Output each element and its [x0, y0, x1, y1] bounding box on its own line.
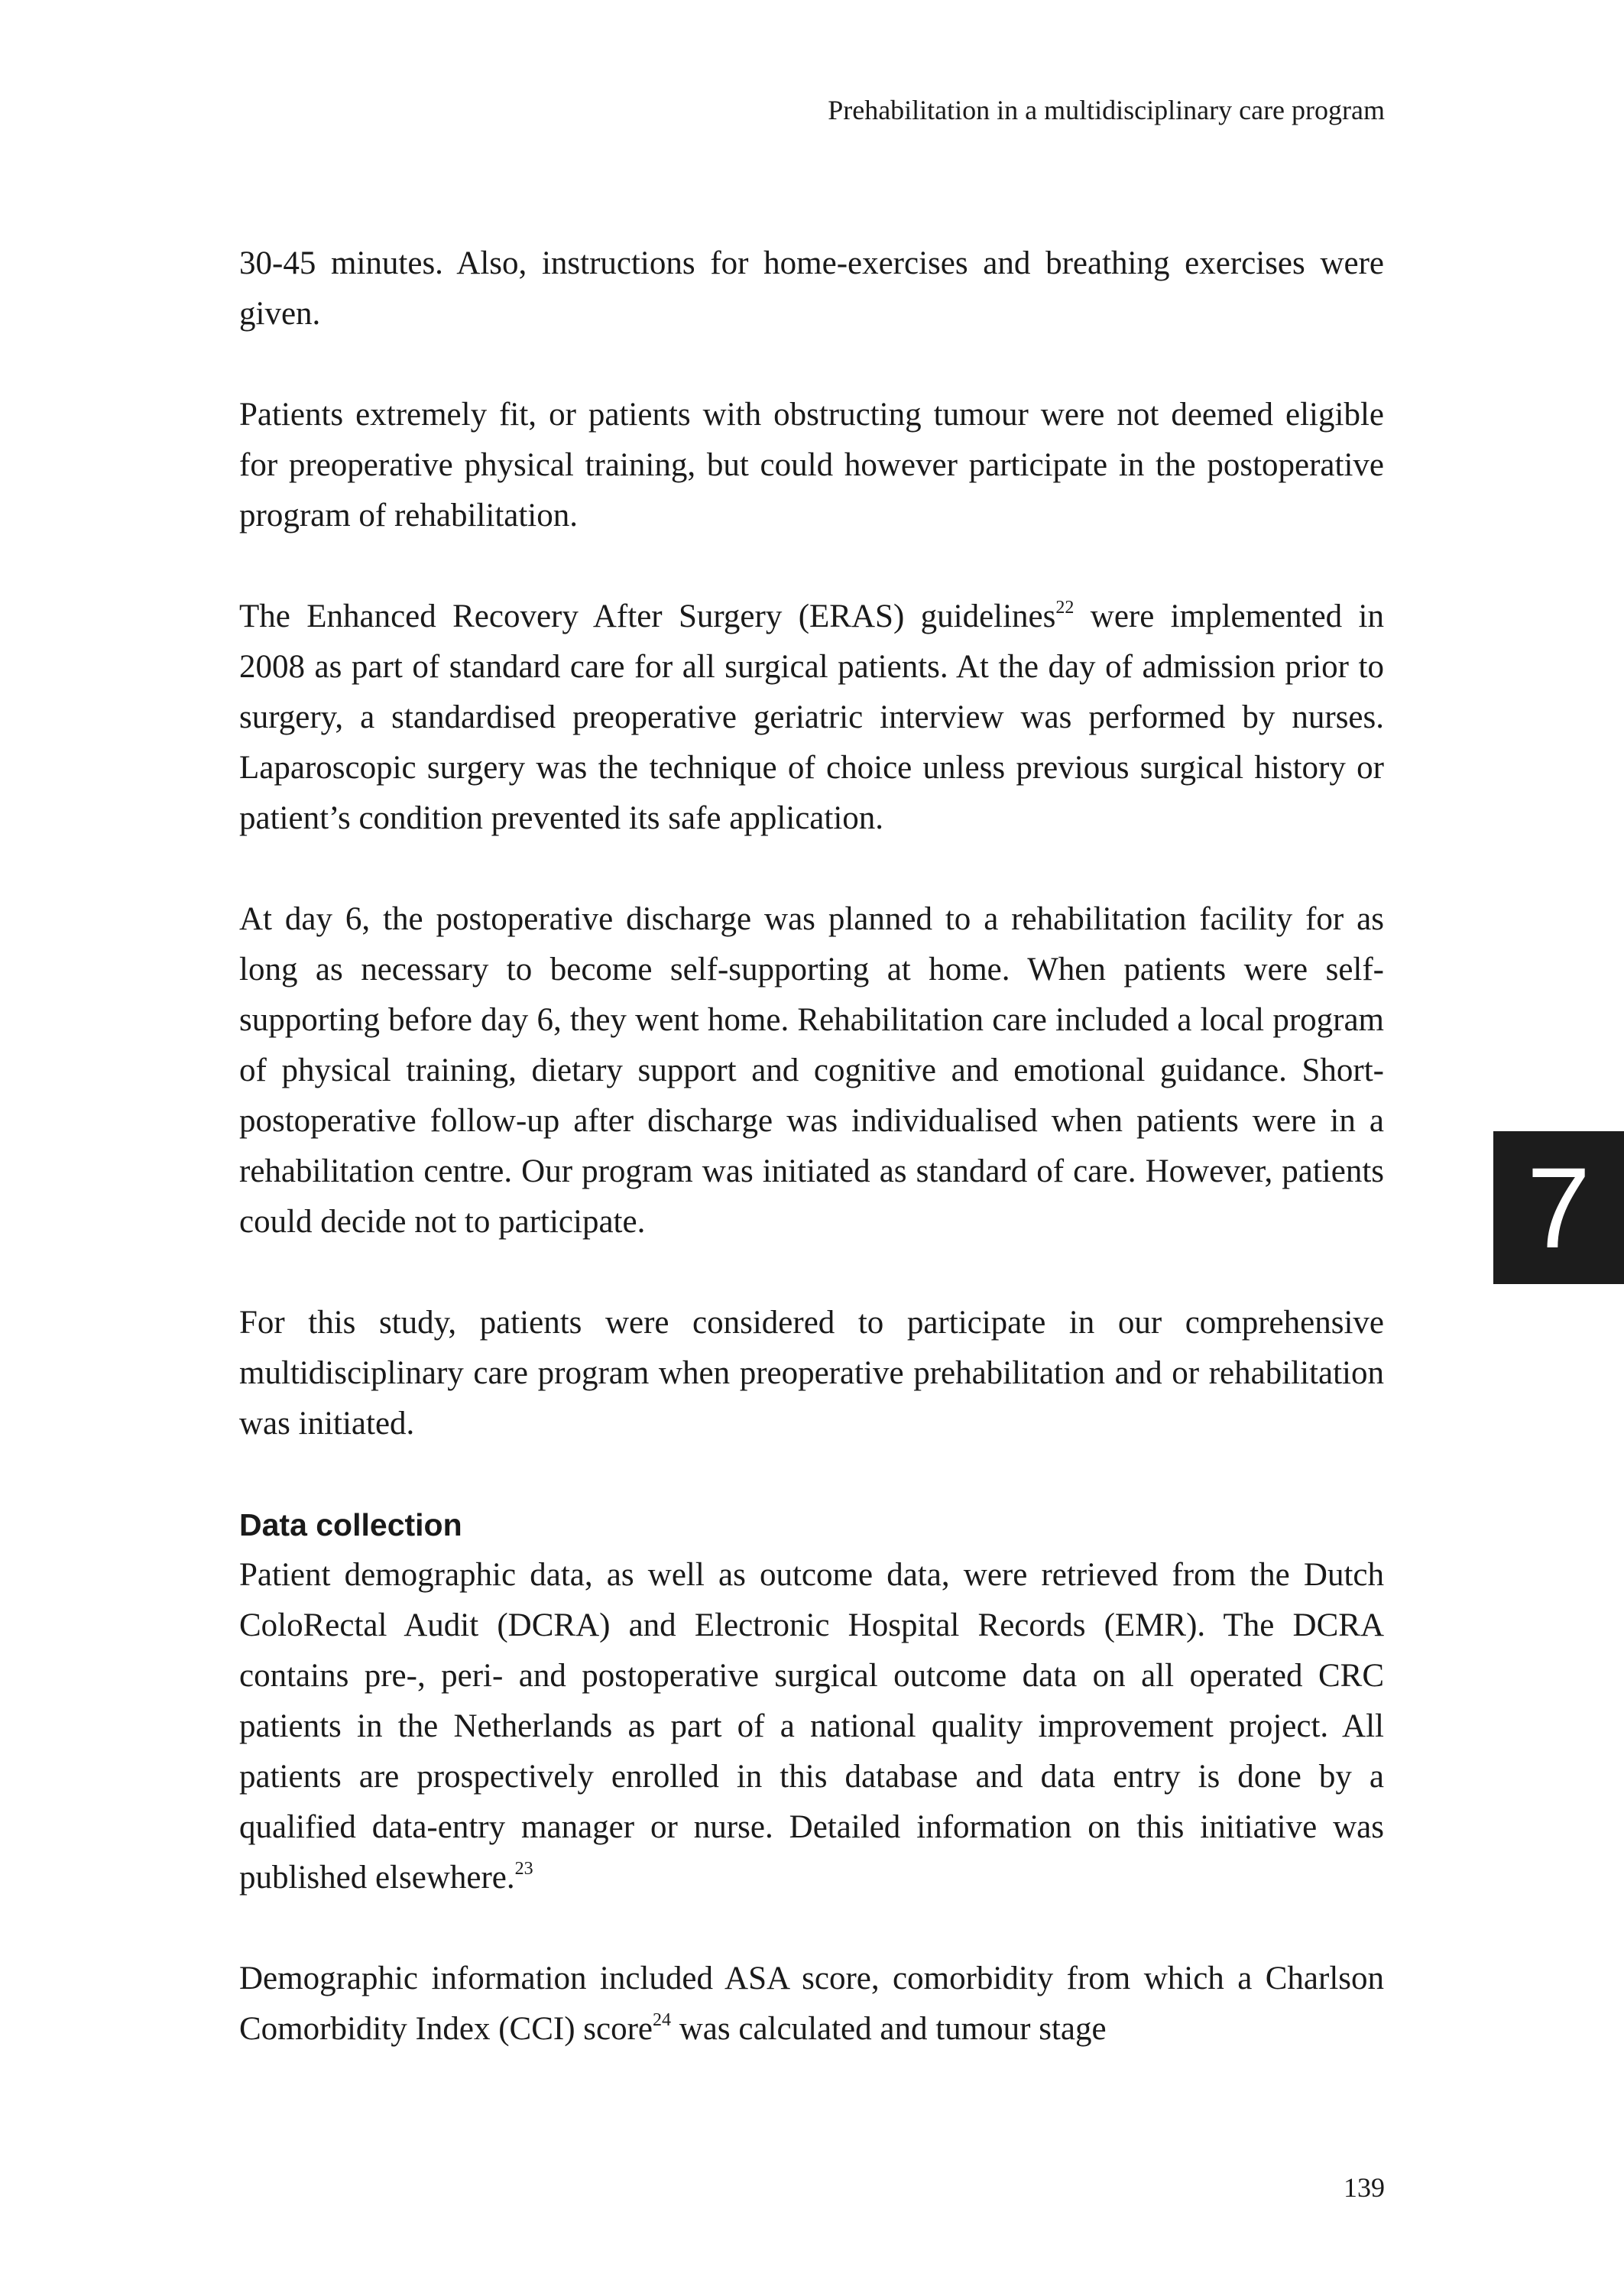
paragraph-data-sources — [239, 1550, 1384, 1903]
paragraph-eras-text-start: The Enhanced Recovery After Surgery (ERAS) guidelines — [239, 598, 1056, 634]
section-heading-data-collection: Data collection — [239, 1507, 462, 1542]
reference-superscript-23: 23 — [514, 1858, 533, 1879]
running-header-title: Prehabilitation in a multidisciplinary care program — [828, 95, 1385, 125]
paragraph-demographic-text-start: Demographic information included ASA score, comorbidity from which a Charlson Comorbidity Index (CCI) score — [239, 1961, 1384, 2047]
paragraph-eras-guidelines — [239, 592, 1384, 844]
paragraph-demographic-text-end: was calculated and tumour stage — [671, 2011, 1107, 2047]
paragraph-eligibility: Patients extremely fit, or patients with obstructing tumour were not deemed eligible for preoperative physical training, but could however participate in the postoperative program of rehabilitation. — [239, 397, 1384, 534]
body-text — [239, 238, 1384, 2055]
paragraph-postoperative-discharge: At day 6, the postoperative discharge was planned to a rehabilitation facility for as long as necessary to become self-supporting at home. When patients were self-supporting before day 6, they went home. Rehabilitation care included a local program of physical training, dietary support and cognitive and emotional guidance. Short-postoperative follow-up after discharge was individualised when patients were in a rehabilitation centre. Our program was initiated as standard of care. However, patients could decide not to participate. — [239, 901, 1384, 1240]
reference-superscript-24: 24 — [653, 2009, 671, 2030]
page-number: 139 — [1344, 2172, 1385, 2203]
paragraph-eras-text-end: were implemented in 2008 as part of standard care for all surgical patients. At the day of admission prior to surgery, a standardised preoperative geriatric interview was performed by nurses. Laparoscopic surgery was the technique of choice unless previous surgical history or patient’s condition prevented its safe application. — [239, 598, 1384, 836]
paragraph-demographic-information — [239, 1954, 1384, 2055]
paragraph-data-sources-text: Patient demographic data, as well as outcome data, were retrieved from the Dutch ColoRectal Audit (DCRA) and Electronic Hospital Records (EMR). The DCRA contains pre-, peri- and postoperative surgical outcome data on all operated CRC patients in the Netherlands as part of a national quality improvement project. All patients are prospectively enrolled in this database and data entry is done by a qualified data-entry manager or nurse. Detailed information on this initiative was published elsewhere. — [239, 1557, 1384, 1896]
paragraph-session-duration: 30-45 minutes. Also, instructions for home-exercises and breathing exercises were given. — [239, 245, 1384, 332]
reference-superscript-22: 22 — [1055, 597, 1075, 618]
paragraph-study-participation: For this study, patients were considered to participate in our comprehensive multidisciplinary care program when preoperative prehabilitation and or rehabilitation was initiated. — [239, 1305, 1384, 1442]
chapter-number-tab: 7 — [1493, 1131, 1624, 1284]
